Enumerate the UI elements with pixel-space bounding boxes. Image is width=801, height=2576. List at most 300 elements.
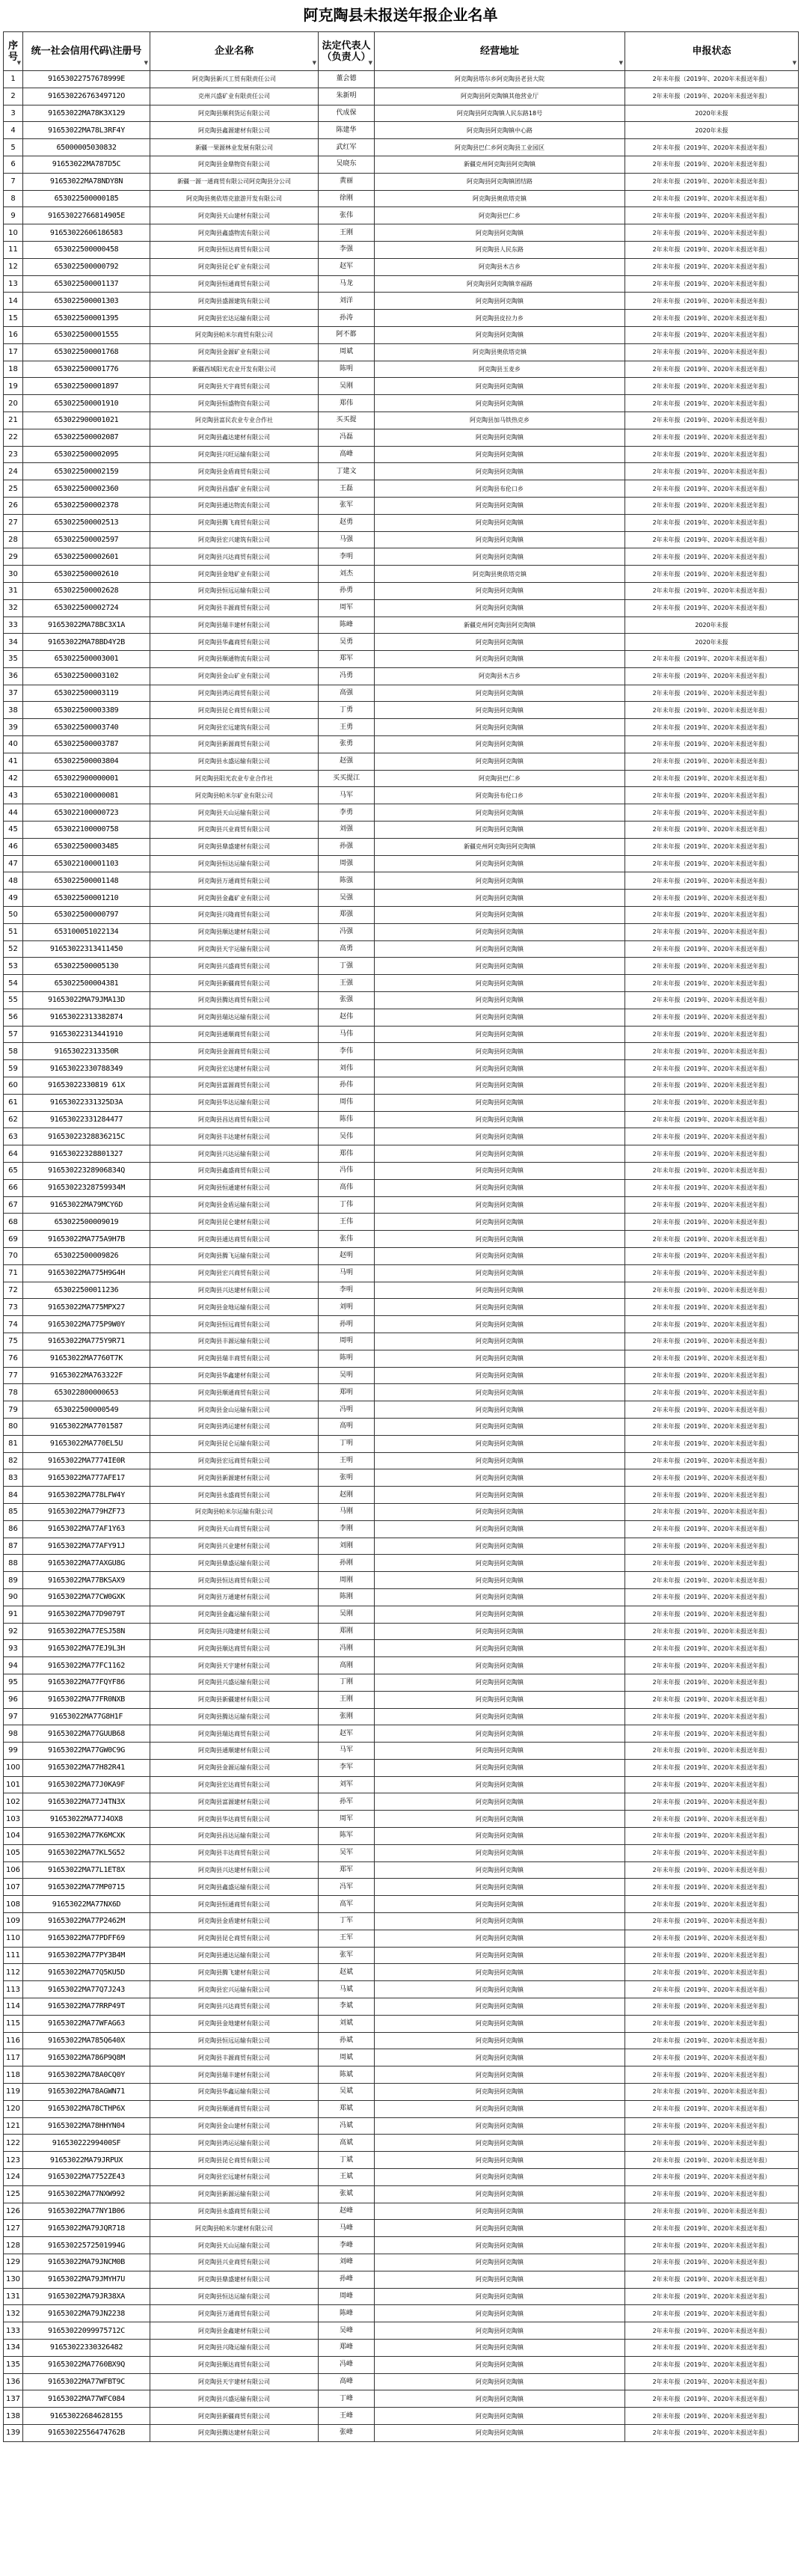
legal-rep: 王军 [319, 1930, 375, 1947]
table-row[interactable] [4, 1196, 799, 1214]
table-row[interactable] [4, 1009, 799, 1026]
report-status: 2年未年报（2019年、2020年未报送年报） [625, 343, 799, 361]
table-row[interactable] [4, 2322, 799, 2340]
header-rep[interactable]: 法定代表人（负责人） ▼ [319, 32, 375, 71]
credit-code: 91653022MA778LFW4Y [23, 1487, 150, 1504]
report-status: 2年未年报（2019年、2020年未报送年报） [625, 1384, 799, 1401]
table-row[interactable] [4, 1367, 799, 1384]
table-row[interactable] [4, 1299, 799, 1316]
legal-rep: 陈明 [319, 1350, 375, 1367]
business-address: 阿克陶县巴仁乡 [375, 207, 625, 224]
table-row[interactable] [4, 1588, 799, 1606]
table-row[interactable] [4, 429, 799, 446]
table-row[interactable] [4, 1623, 799, 1640]
business-address: 阿克陶县阿克陶镇 [375, 1026, 625, 1043]
table-row[interactable] [4, 975, 799, 992]
table-row[interactable] [4, 992, 799, 1009]
credit-code: 653022500003001 [23, 651, 150, 668]
row-number: 34 [4, 634, 23, 651]
table-row[interactable] [4, 1947, 799, 1964]
legal-rep: 高强 [319, 685, 375, 702]
row-number: 101 [4, 1776, 23, 1793]
report-status: 2年未年报（2019年、2020年未报送年报） [625, 224, 799, 242]
table-row[interactable] [4, 2305, 799, 2322]
table-row[interactable] [4, 463, 799, 480]
table-row[interactable] [4, 1640, 799, 1657]
company-name: 阿克陶县金盾建材有限公司 [150, 1913, 319, 1930]
row-number: 83 [4, 1469, 23, 1487]
report-status: 2年未年报（2019年、2020年未报送年报） [625, 651, 799, 668]
enterprise-table [3, 31, 799, 2442]
table-row[interactable] [4, 2356, 799, 2373]
table-row[interactable] [4, 1043, 799, 1060]
report-status: 2年未年报（2019年、2020年未报送年报） [625, 992, 799, 1009]
table-row[interactable] [4, 1214, 799, 1231]
table-row[interactable] [4, 190, 799, 207]
table-row[interactable] [4, 1861, 799, 1879]
table-row[interactable] [4, 446, 799, 463]
table-row[interactable] [4, 71, 799, 88]
table-row[interactable] [4, 1231, 799, 1248]
table-row[interactable] [4, 224, 799, 242]
credit-code: 91653022MA77AFY91J [23, 1538, 150, 1555]
business-address: 阿克陶县阿克陶镇 [375, 1913, 625, 1930]
table-row[interactable] [4, 940, 799, 958]
table-row[interactable] [4, 2408, 799, 2425]
table-row[interactable] [4, 2084, 799, 2101]
table-row[interactable] [4, 1606, 799, 1623]
table-row[interactable] [4, 702, 799, 719]
business-address: 阿克陶县阿克陶镇团结路 [375, 173, 625, 190]
credit-code: 91653022MA79JQR718 [23, 2220, 150, 2237]
legal-rep: 周峰 [319, 2288, 375, 2305]
report-status: 2年未年报（2019年、2020年未报送年报） [625, 1452, 799, 1469]
table-row[interactable] [4, 105, 799, 122]
table-row[interactable] [4, 1077, 799, 1095]
table-row[interactable] [4, 395, 799, 412]
table-row[interactable] [4, 548, 799, 566]
table-row[interactable] [4, 2390, 799, 2408]
table-row[interactable] [4, 2032, 799, 2049]
table-row[interactable] [4, 275, 799, 293]
report-status: 2年未年报（2019年、2020年未报送年报） [625, 1861, 799, 1879]
table-row[interactable] [4, 2152, 799, 2169]
header-status[interactable]: 申报状态 ▼ [625, 32, 799, 71]
report-status: 2年未年报（2019年、2020年未报送年报） [625, 1350, 799, 1367]
table-row[interactable] [4, 923, 799, 940]
filter-arrow-icon[interactable]: ▼ [792, 60, 797, 66]
table-row[interactable] [4, 258, 799, 275]
table-row[interactable] [4, 2117, 799, 2135]
report-status: 2020年未报 [625, 122, 799, 139]
table-row[interactable] [4, 2066, 799, 2084]
report-status: 2年未年报（2019年、2020年未报送年报） [625, 395, 799, 412]
company-name: 阿克陶县丰源运输有限公司 [150, 1333, 319, 1350]
row-number: 29 [4, 548, 23, 566]
table-row[interactable] [4, 1844, 799, 1861]
table-row[interactable] [4, 2169, 799, 2186]
business-address: 阿克陶县皮拉力乡 [375, 310, 625, 327]
row-number: 6 [4, 156, 23, 173]
company-name: 阿克陶县新兴工贸有限责任公司 [150, 71, 319, 88]
table-row[interactable] [4, 1896, 799, 1913]
row-number: 11 [4, 241, 23, 258]
business-address: 阿克陶县阿克陶镇 [375, 1538, 625, 1555]
table-row[interactable] [4, 855, 799, 872]
header-code[interactable]: 统一社会信用代码\注册号 ▼ [23, 32, 150, 71]
table-row[interactable] [4, 634, 799, 651]
table-row[interactable] [4, 566, 799, 583]
row-number: 77 [4, 1367, 23, 1384]
table-row[interactable] [4, 890, 799, 907]
table-row[interactable] [4, 1452, 799, 1469]
table-row[interactable] [4, 326, 799, 343]
report-status: 2年未年报（2019年、2020年未报送年报） [625, 1469, 799, 1487]
credit-code: 653022500009019 [23, 1214, 150, 1231]
report-status: 2020年未报 [625, 105, 799, 122]
table-row[interactable] [4, 156, 799, 173]
row-number: 15 [4, 310, 23, 327]
company-name: 阿克陶县金源矿业有限公司 [150, 343, 319, 361]
row-number: 130 [4, 2271, 23, 2288]
report-status: 2年未年报（2019年、2020年未报送年报） [625, 463, 799, 480]
legal-rep: 张强 [319, 992, 375, 1009]
business-address: 阿克陶县阿克陶镇 [375, 2066, 625, 2084]
business-address: 阿克陶县阿克陶镇 [375, 1043, 625, 1060]
row-number: 17 [4, 343, 23, 361]
row-number: 112 [4, 1964, 23, 1981]
business-address: 阿克陶县阿克陶镇 [375, 1998, 625, 2016]
row-number: 69 [4, 1231, 23, 1248]
credit-code: 91653022MA77Q5KU5D [23, 1964, 150, 1981]
company-name: 阿克陶县鑫盛商贸有限公司 [150, 1163, 319, 1180]
table-row[interactable] [4, 1111, 799, 1128]
company-name: 阿克陶县昌盛矿业有限公司 [150, 480, 319, 498]
table-row[interactable] [4, 1657, 799, 1674]
table-row[interactable] [4, 1145, 799, 1163]
table-row[interactable] [4, 1060, 799, 1077]
table-row[interactable] [4, 88, 799, 105]
row-number: 37 [4, 685, 23, 702]
credit-code: 91653022MA763322F [23, 1367, 150, 1384]
business-address: 阿克陶县阿克陶镇 [375, 2185, 625, 2203]
table-row[interactable] [4, 2220, 799, 2237]
table-row[interactable] [4, 1384, 799, 1401]
legal-rep: 吴斌 [319, 2084, 375, 2101]
business-address: 阿克陶县加马铁热克乡 [375, 412, 625, 429]
company-name: 阿克陶县丰源商贸有限公司 [150, 2049, 319, 2066]
table-row[interactable] [4, 1418, 799, 1435]
table-row[interactable] [4, 958, 799, 975]
company-name: 阿克陶县新源建材有限公司 [150, 1469, 319, 1487]
table-row[interactable] [4, 1435, 799, 1452]
company-name: 阿克陶县兴达建材有限公司 [150, 1282, 319, 1299]
table-row[interactable] [4, 1163, 799, 1180]
business-address: 阿克陶县阿克陶镇 [375, 1247, 625, 1264]
credit-code: 91653022MA79JNCM0B [23, 2254, 150, 2271]
table-row[interactable] [4, 1879, 799, 1896]
company-name: 阿克陶县昆仑运输有限公司 [150, 1435, 319, 1452]
legal-rep: 吴勇 [319, 634, 375, 651]
business-address: 阿克陶县阿克陶镇 [375, 1896, 625, 1913]
table-row[interactable] [4, 1691, 799, 1708]
legal-rep: 张军 [319, 497, 375, 514]
table-row[interactable] [4, 753, 799, 770]
row-number: 121 [4, 2117, 23, 2135]
company-name: 新疆一源一通商贸有限公司阿克陶县分公司 [150, 173, 319, 190]
table-row[interactable] [4, 1811, 799, 1828]
company-name: 新疆一果源林业发展有限公司 [150, 139, 319, 156]
company-name: 阿克陶县兴隆商贸有限公司 [150, 907, 319, 924]
company-name: 阿克陶县恒盛物资有限公司 [150, 395, 319, 412]
table-row[interactable] [4, 2339, 799, 2356]
filter-arrow-icon[interactable]: ▼ [144, 60, 148, 66]
row-number: 57 [4, 1026, 23, 1043]
row-number: 132 [4, 2305, 23, 2322]
report-status: 2年未年报（2019年、2020年未报送年报） [625, 1333, 799, 1350]
table-row[interactable] [4, 838, 799, 855]
report-status: 2年未年报（2019年、2020年未报送年报） [625, 1060, 799, 1077]
legal-rep: 李强 [319, 241, 375, 258]
credit-code: 91653022MA7774IE0R [23, 1452, 150, 1469]
company-name: 阿克陶县昌达运输有限公司 [150, 1828, 319, 1845]
report-status: 2年未年报（2019年、2020年未报送年报） [625, 156, 799, 173]
legal-rep: 高伟 [319, 1179, 375, 1196]
table-row[interactable] [4, 480, 799, 498]
row-number: 20 [4, 395, 23, 412]
table-row[interactable] [4, 1282, 799, 1299]
business-address: 阿克陶县阿克陶镇 [375, 531, 625, 548]
table-row[interactable] [4, 907, 799, 924]
table-row[interactable] [4, 1674, 799, 1691]
legal-rep: 王明 [319, 1452, 375, 1469]
table-row[interactable] [4, 582, 799, 599]
table-row[interactable] [4, 293, 799, 310]
row-number: 86 [4, 1520, 23, 1538]
row-number: 65 [4, 1163, 23, 1180]
table-row[interactable] [4, 1503, 799, 1520]
table-row[interactable] [4, 1094, 799, 1111]
business-address: 阿克陶县阿克陶镇 [375, 1350, 625, 1367]
table-row[interactable] [4, 1487, 799, 1504]
table-row[interactable] [4, 1128, 799, 1145]
table-row[interactable] [4, 1981, 799, 1998]
company-name: 阿克陶县华鑫运输有限公司 [150, 2084, 319, 2101]
table-row[interactable] [4, 514, 799, 531]
credit-code: 91653022MA78HHYN04 [23, 2117, 150, 2135]
table-row[interactable] [4, 1572, 799, 1589]
table-row[interactable] [4, 2288, 799, 2305]
business-address: 阿克陶县阿克陶镇 [375, 429, 625, 446]
table-row[interactable] [4, 1793, 799, 1811]
table-row[interactable] [4, 667, 799, 685]
report-status: 2年未年报（2019年、2020年未报送年报） [625, 173, 799, 190]
report-status: 2年未年报（2019年、2020年未报送年报） [625, 1657, 799, 1674]
filter-arrow-icon[interactable]: ▼ [16, 60, 21, 66]
table-row[interactable] [4, 2254, 799, 2271]
business-address: 阿克陶县阿克陶镇 [375, 1435, 625, 1452]
table-row[interactable] [4, 736, 799, 753]
company-name: 阿克陶县宏达商贸有限公司 [150, 1776, 319, 1793]
row-number: 63 [4, 1128, 23, 1145]
table-row[interactable] [4, 787, 799, 804]
table-row[interactable] [4, 2185, 799, 2203]
report-status: 2年未年报（2019年、2020年未报送年报） [625, 1163, 799, 1180]
table-row[interactable] [4, 2015, 799, 2032]
business-address: 阿克陶县阿克陶镇 [375, 2135, 625, 2152]
table-row[interactable] [4, 343, 799, 361]
company-name: 阿克陶县金地运输有限公司 [150, 1299, 319, 1316]
legal-rep: 吴伟 [319, 1128, 375, 1145]
table-row[interactable] [4, 361, 799, 378]
table-row[interactable] [4, 651, 799, 668]
table-row[interactable] [4, 1401, 799, 1419]
table-row[interactable] [4, 617, 799, 634]
table-row[interactable] [4, 599, 799, 617]
table-row[interactable] [4, 1520, 799, 1538]
table-row[interactable] [4, 872, 799, 890]
business-address: 阿克陶县阿克陶镇 [375, 1708, 625, 1725]
table-row[interactable] [4, 2135, 799, 2152]
table-row[interactable] [4, 531, 799, 548]
credit-code: 91653022MA77WFAG63 [23, 2015, 150, 2032]
table-row[interactable] [4, 1350, 799, 1367]
table-row[interactable] [4, 1538, 799, 1555]
credit-code: 91653022MA77MP0715 [23, 1879, 150, 1896]
table-row[interactable] [4, 497, 799, 514]
filter-arrow-icon[interactable]: ▼ [312, 60, 316, 66]
filter-arrow-icon[interactable]: ▼ [619, 60, 623, 66]
business-address: 阿克陶县阿克陶镇 [375, 582, 625, 599]
table-row[interactable] [4, 139, 799, 156]
legal-rep: 张明 [319, 1469, 375, 1487]
business-address: 阿克陶县阿克陶镇 [375, 1060, 625, 1077]
table-row[interactable] [4, 207, 799, 224]
table-row[interactable] [4, 822, 799, 839]
business-address: 阿克陶县阿克陶镇 [375, 2117, 625, 2135]
legal-rep: 周军 [319, 599, 375, 617]
table-row[interactable] [4, 1998, 799, 2016]
business-address: 阿克陶县木吉乡 [375, 258, 625, 275]
table-row[interactable] [4, 1708, 799, 1725]
table-row[interactable] [4, 1964, 799, 1981]
credit-code: 91653022MA77H82R41 [23, 1759, 150, 1776]
header-no[interactable]: 序号 ▼ [4, 32, 23, 71]
table-row[interactable] [4, 122, 799, 139]
report-status: 2年未年报（2019年、2020年未报送年报） [625, 1588, 799, 1606]
credit-code: 653022500000458 [23, 241, 150, 258]
row-number: 55 [4, 992, 23, 1009]
report-status: 2年未年报（2019年、2020年未报送年报） [625, 770, 799, 787]
table-row[interactable] [4, 1264, 799, 1282]
company-name: 阿克陶县帕米尔矿业有限公司 [150, 787, 319, 804]
table-row[interactable] [4, 1247, 799, 1264]
table-row[interactable] [4, 1179, 799, 1196]
report-status: 2年未年报（2019年、2020年未报送年报） [625, 1708, 799, 1725]
table-row[interactable] [4, 1555, 799, 1572]
table-row[interactable] [4, 1026, 799, 1043]
legal-rep: 刘明 [319, 1299, 375, 1316]
filter-arrow-icon[interactable]: ▼ [368, 60, 372, 66]
row-number: 92 [4, 1623, 23, 1640]
legal-rep: 李刚 [319, 1520, 375, 1538]
company-name: 阿克陶县顺利货运有限公司 [150, 105, 319, 122]
table-row[interactable] [4, 2373, 799, 2390]
legal-rep: 马军 [319, 787, 375, 804]
table-row[interactable] [4, 378, 799, 395]
table-row[interactable] [4, 1316, 799, 1333]
company-name: 阿克陶县鑫源建材有限公司 [150, 122, 319, 139]
table-row[interactable] [4, 804, 799, 822]
company-name: 阿克陶县华鑫建材有限公司 [150, 1367, 319, 1384]
company-name: 阿克陶县鼎盛建材有限公司 [150, 2271, 319, 2288]
report-status: 2年未年报（2019年、2020年未报送年报） [625, 1009, 799, 1026]
company-name: 阿克陶县金盾运输有限公司 [150, 1196, 319, 1214]
business-address: 阿克陶县阿克陶镇 [375, 293, 625, 310]
row-number: 7 [4, 173, 23, 190]
legal-rep: 郑强 [319, 907, 375, 924]
report-status: 2年未年报（2019年、2020年未报送年报） [625, 2152, 799, 2169]
report-status: 2年未年报（2019年、2020年未报送年报） [625, 787, 799, 804]
row-number: 30 [4, 566, 23, 583]
row-number: 85 [4, 1503, 23, 1520]
credit-code: 653022500003804 [23, 753, 150, 770]
row-number: 95 [4, 1674, 23, 1691]
credit-code: 91653022MA77NXW992 [23, 2185, 150, 2203]
table-row[interactable] [4, 1759, 799, 1776]
table-row[interactable] [4, 2271, 799, 2288]
business-address: 阿克陶县阿克陶镇 [375, 2339, 625, 2356]
table-row[interactable] [4, 173, 799, 190]
table-row[interactable] [4, 1930, 799, 1947]
table-row[interactable] [4, 719, 799, 736]
table-row[interactable] [4, 2049, 799, 2066]
legal-rep: 丁军 [319, 1913, 375, 1930]
table-row[interactable] [4, 770, 799, 787]
table-row[interactable] [4, 2203, 799, 2220]
table-row[interactable] [4, 2237, 799, 2254]
business-address: 阿克陶县阿克陶镇 [375, 2271, 625, 2288]
row-number: 127 [4, 2220, 23, 2237]
legal-rep: 高勇 [319, 940, 375, 958]
report-status: 2年未年报（2019年、2020年未报送年报） [625, 975, 799, 992]
business-address: 阿克陶县阿克陶镇 [375, 940, 625, 958]
table-row[interactable] [4, 1828, 799, 1845]
table-row[interactable] [4, 1776, 799, 1793]
table-row[interactable] [4, 241, 799, 258]
row-number: 72 [4, 1282, 23, 1299]
table-row[interactable] [4, 1725, 799, 1743]
table-row[interactable] [4, 1743, 799, 1760]
credit-code: 653022500003740 [23, 719, 150, 736]
legal-rep: 郑伟 [319, 395, 375, 412]
table-row[interactable] [4, 1333, 799, 1350]
row-number: 93 [4, 1640, 23, 1657]
table-row[interactable] [4, 1913, 799, 1930]
credit-code: 91653022MA779HZF73 [23, 1503, 150, 1520]
credit-code: 91653022MA77WFC084 [23, 2390, 150, 2408]
table-row[interactable] [4, 1469, 799, 1487]
header-addr[interactable]: 经营地址 ▼ [375, 32, 625, 71]
table-row[interactable] [4, 412, 799, 429]
table-row[interactable] [4, 685, 799, 702]
header-name[interactable]: 企业名称 ▼ [150, 32, 319, 71]
table-row[interactable] [4, 2424, 799, 2441]
table-row[interactable] [4, 2100, 799, 2117]
credit-code: 91653022MA78BC3X1A [23, 617, 150, 634]
table-row[interactable] [4, 310, 799, 327]
legal-rep: 武红军 [319, 139, 375, 156]
